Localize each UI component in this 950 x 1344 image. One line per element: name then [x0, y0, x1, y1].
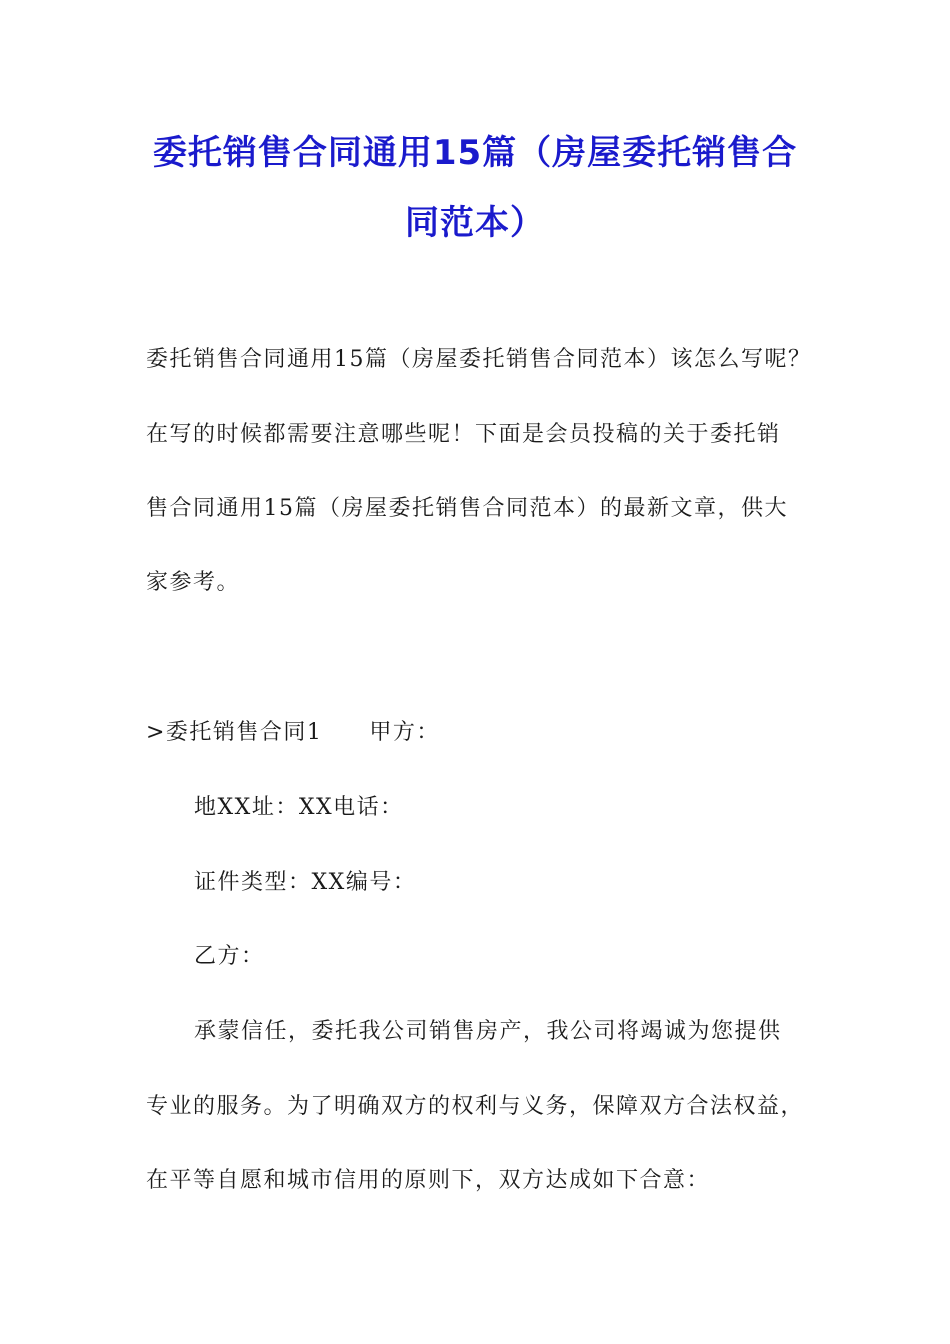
document-title: [100, 118, 850, 258]
document-title-line: 同范本）: [405, 203, 545, 243]
intro-line: 家参考。: [146, 570, 241, 595]
intro-line: 在写的时候都需要注意哪些呢！下面是会员投稿的关于委托销: [146, 422, 781, 447]
body-line: 承蒙信任，委托我公司销售房产，我公司将竭诚为您提供: [194, 1019, 782, 1044]
body-line: 在平等自愿和城市信用的原则下，双方达成如下合意：: [146, 1168, 711, 1193]
document-title-line: 委托销售合同通用15篇（房屋委托销售合: [152, 133, 798, 173]
intro-line: 委托销售合同通用15篇（房屋委托销售合同范本）该怎么写呢？: [146, 347, 812, 372]
party-a-address-phone: 地XX址：XX电话：: [194, 795, 404, 820]
intro-line: 售合同通用15篇（房屋委托销售合同范本）的最新文章，供大: [146, 496, 788, 521]
party-a-id-type-number: 证件类型：XX编号：: [194, 870, 417, 895]
body-line: 专业的服务。为了明确双方的权利与义务，保障双方合法权益，: [146, 1094, 805, 1119]
section-heading: >委托销售合同1 甲方：: [146, 720, 440, 745]
party-b-label: 乙方：: [194, 944, 265, 969]
